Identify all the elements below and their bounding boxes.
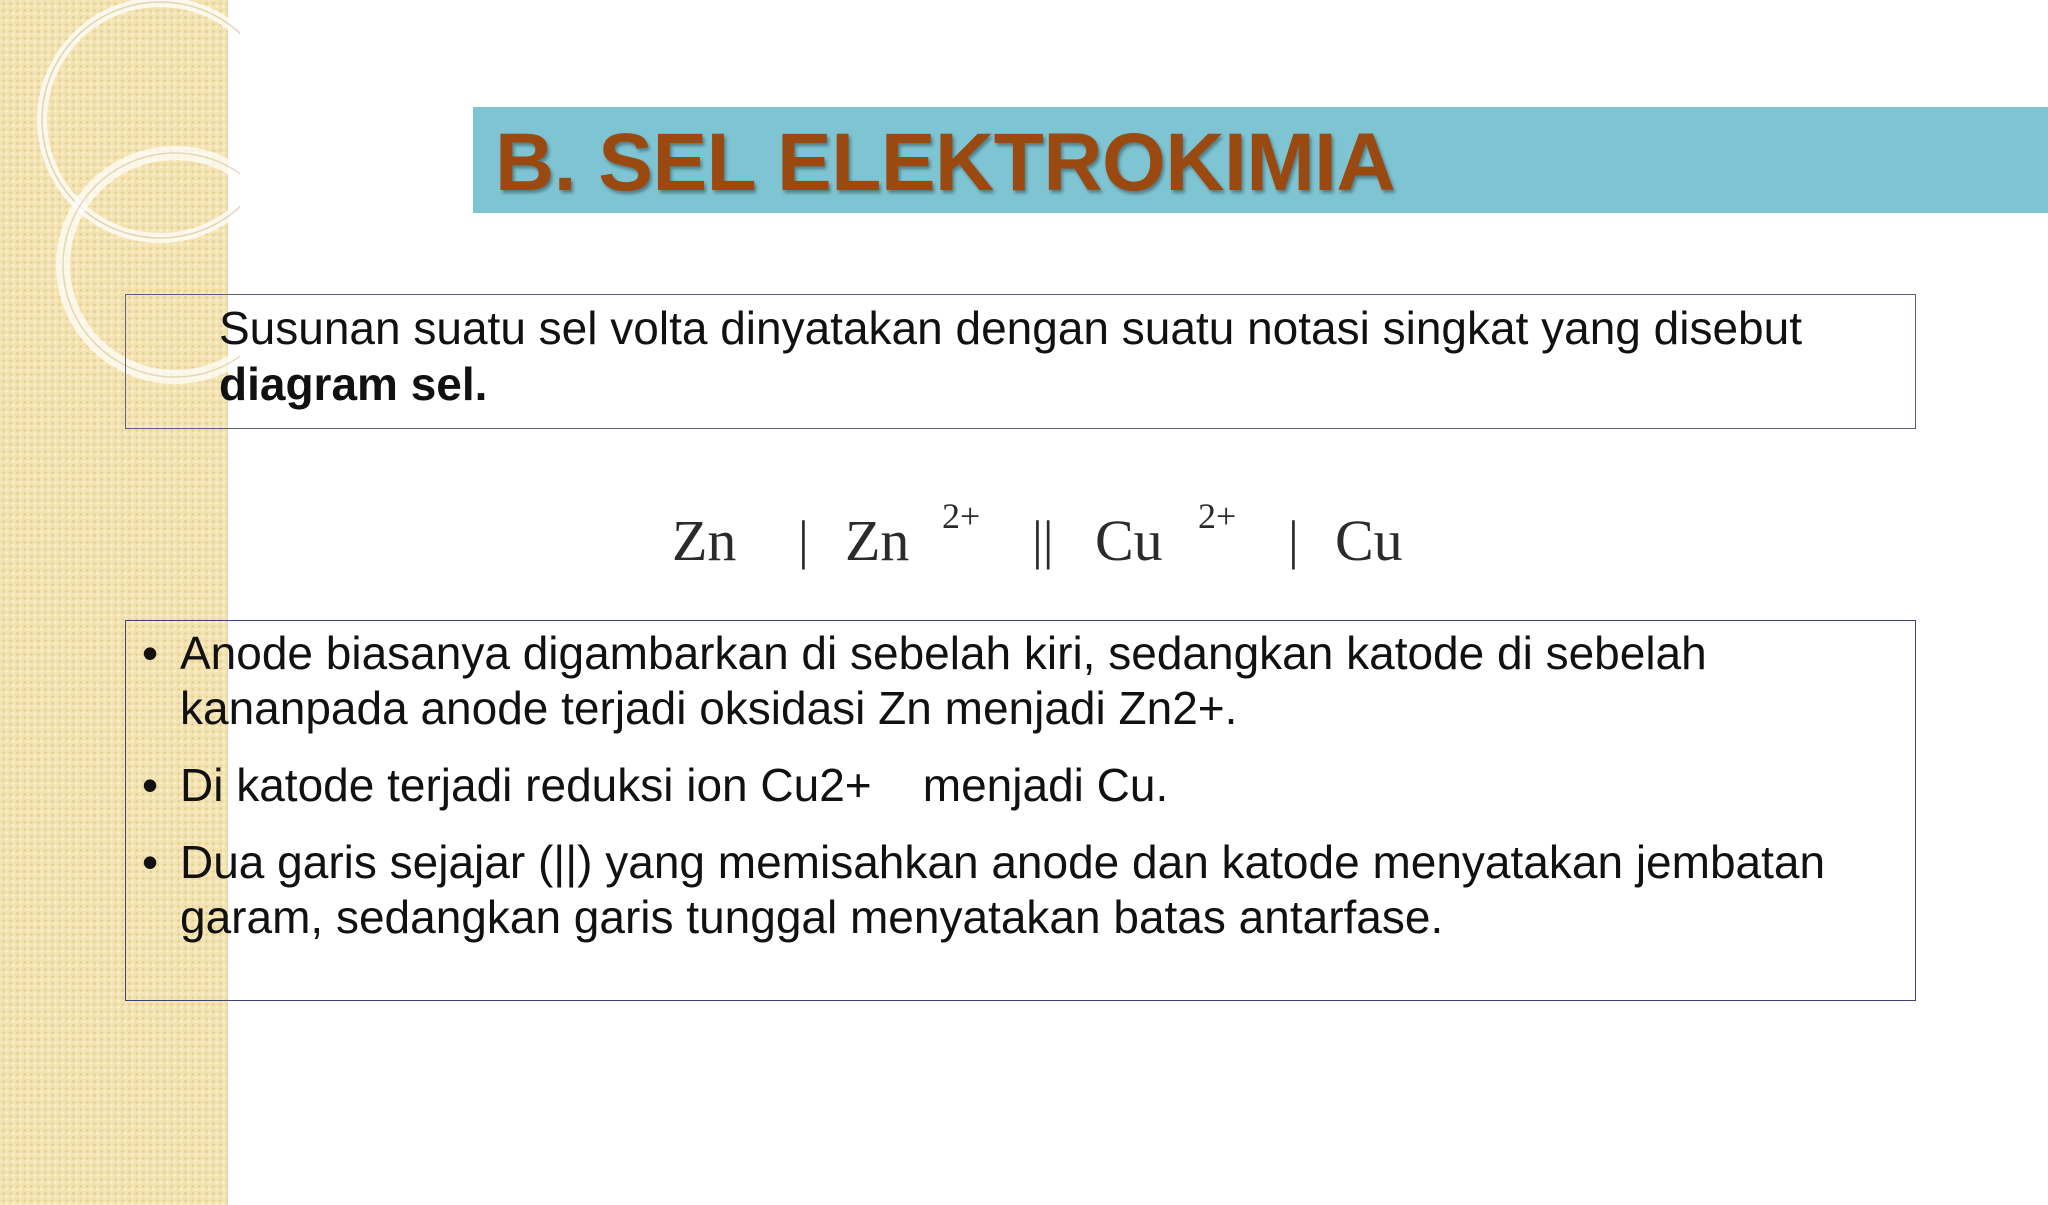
intro-paragraph: [219, 300, 1859, 412]
bullet-item: [138, 835, 1908, 945]
notation-cathode-ion: Cu: [1095, 508, 1163, 573]
bullet-text: Anode biasanya digambarkan di sebelah kiri, sedangkan katode di sebelah kananpada anode terjadi oksidasi Zn menjadi Zn2+.: [180, 627, 1707, 734]
bullet-icon: •: [142, 627, 159, 679]
bullet-list: [138, 626, 1908, 967]
notation-separator-2: |: [1288, 510, 1299, 570]
cell-notation: [670, 500, 1450, 590]
notation-anode-ion-charge: 2+: [942, 500, 981, 536]
intro-text: Susunan suatu sel volta dinyatakan dengan suatu notasi singkat yang disebut: [219, 302, 1803, 354]
notation-anode: Zn: [672, 508, 737, 573]
bullet-item: [138, 626, 1908, 736]
notation-anode-ion: Zn: [845, 508, 910, 573]
bullet-item: [138, 758, 1908, 813]
bullet-text: Di katode terjadi reduksi ion Cu2+ menjadi Cu.: [180, 759, 1169, 811]
notation-cathode-ion-charge: 2+: [1198, 500, 1237, 536]
slide-title: B. SEL ELEKTROKIMIA: [495, 117, 1396, 208]
notation-salt-bridge: ||: [1032, 510, 1054, 570]
notation-separator-1: |: [798, 510, 809, 570]
bullet-text: Dua garis sejajar (||) yang memisahkan anode dan katode menyatakan jembatan garam, sedangkan garis tunggal menyatakan batas antarfase.: [180, 836, 1826, 943]
bullet-icon: •: [142, 836, 159, 888]
notation-cathode: Cu: [1335, 508, 1403, 573]
intro-bold-term: diagram sel.: [219, 358, 488, 410]
bullet-icon: •: [142, 759, 159, 811]
